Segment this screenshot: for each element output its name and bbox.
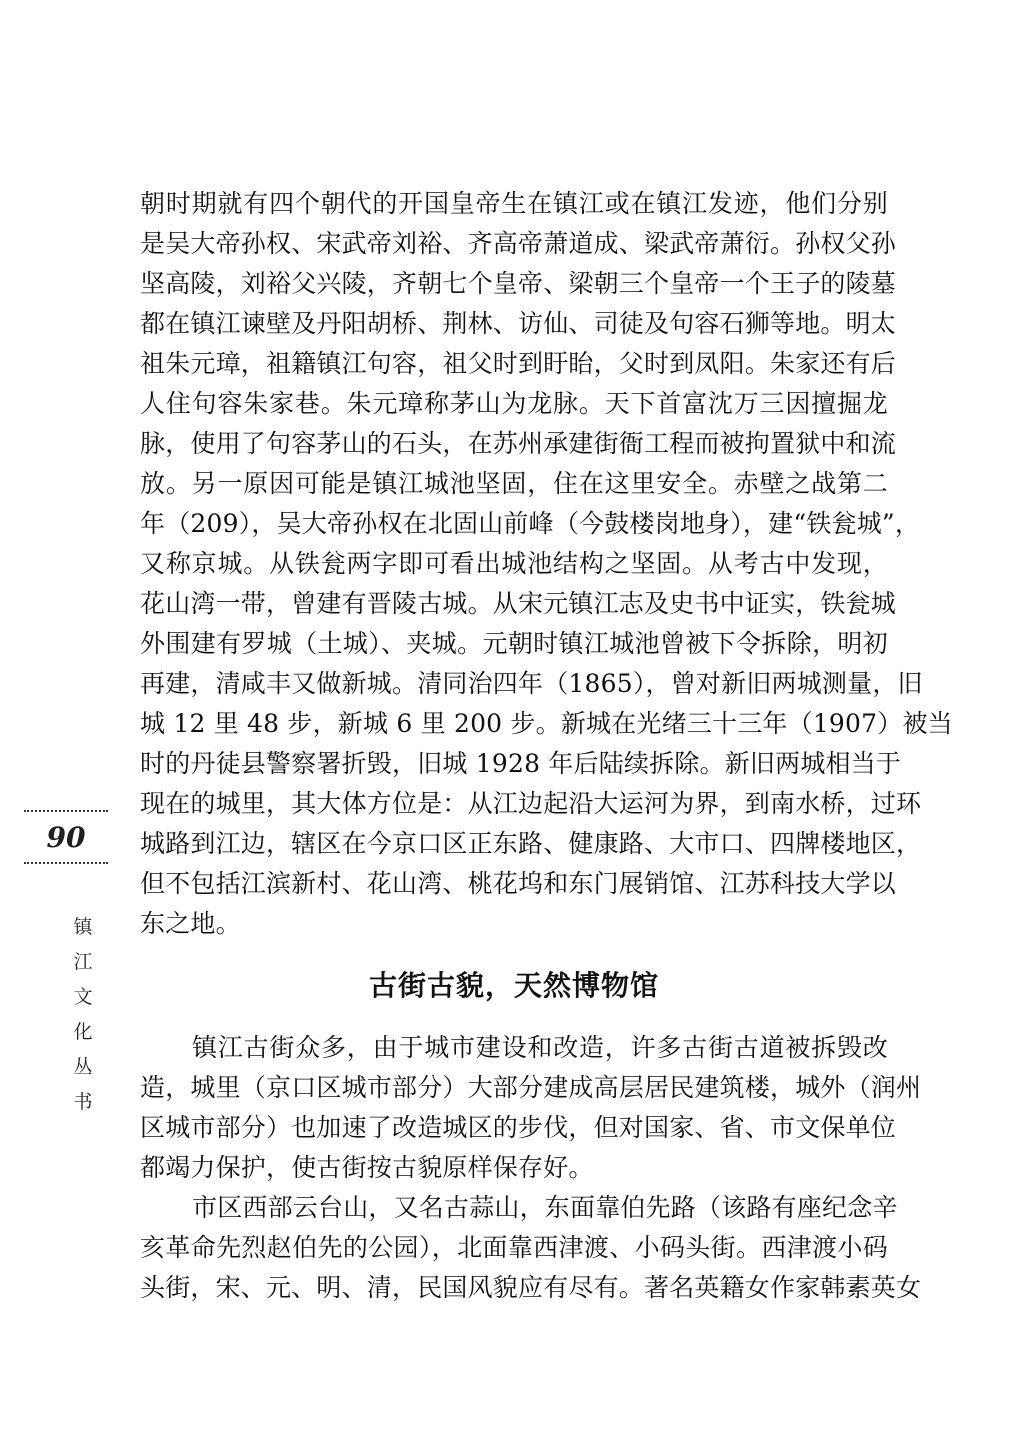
main-text: [140, 184, 953, 1308]
text-line: 东之地。: [140, 909, 241, 938]
text-line: 放。另一原因可能是镇江城池坚固，住在这里安全。赤壁之战第二: [140, 469, 888, 498]
text-line: 又称京城。从铁瓮两字即可看出城池结构之坚固。从考古中发现，: [140, 549, 888, 578]
text-line: 朝时期就有四个朝代的开国皇帝生在镇江或在镇江发迹，他们分别: [140, 189, 888, 218]
history-paragraph: [140, 184, 953, 944]
series-title-char: 江: [73, 951, 93, 973]
series-title-char: 丛: [73, 1056, 93, 1078]
old-streets-paragraph: [140, 1028, 922, 1188]
text-line: 但不包括江滨新村、花山湾、桃花坞和东门展销馆、江苏科技大学以: [140, 869, 897, 898]
text-line: 年（209），吴大帝孙权在北固山前峰（今鼓楼岗地身），建“铁瓮城”，: [140, 509, 921, 538]
text-line: 市区西部云台山，又名古蒜山，东面靠伯先路（该路有座纪念辛: [192, 1193, 898, 1222]
text-line: 都在镇江谏壁及丹阳胡桥、荆林、访仙、司徒及句容石狮等地。明太: [140, 309, 897, 338]
text-line: 是吴大帝孙权、宋武帝刘裕、齐高帝萧道成、梁武帝萧衍。孙权父孙: [140, 229, 897, 258]
section-title: 古街古貌，天然博物馆: [368, 969, 659, 1002]
series-title-vertical: [71, 910, 95, 1120]
text-line: 人住句容朱家巷。朱元璋称茅山为龙脉。天下首富沈万三因擅掘龙: [140, 389, 888, 418]
series-title-char: 镇: [73, 916, 93, 938]
text-line: 城路到江边，辖区在今京口区正东路、健康路、大市口、四牌楼地区，: [140, 829, 922, 858]
text-line: 头街，宋、元、明、清，民国风貌应有尽有。著名英籍女作家韩素英女: [140, 1273, 922, 1302]
series-title-char: 化: [73, 1021, 93, 1043]
text-line: 造，城里（京口区城市部分）大部分建成高层居民建筑楼，城外（润州: [140, 1073, 922, 1102]
text-line: 都竭力保护，使古街按古貌原样保存好。: [140, 1153, 594, 1182]
text-line: 脉，使用了句容茅山的石头，在苏州承建街衙工程而被拘置狱中和流: [140, 429, 897, 458]
dotted-divider-bottom: [24, 862, 108, 866]
series-title-char: 书: [73, 1091, 93, 1113]
text-line: 现在的城里，其大体方位是：从江边起沿大运河为界，到南水桥，过环: [140, 789, 922, 818]
text-line: 外围建有罗城（土城）、夹城。元朝时镇江城池曾被下令拆除，明初: [140, 629, 888, 658]
text-line: 区城市部分）也加速了改造城区的步伐，但对国家、省、市文保单位: [140, 1113, 897, 1142]
text-line: 再建，清咸丰又做新城。清同治四年（1865），曾对新旧两城测量，旧: [140, 669, 923, 698]
page-number-block: [24, 810, 108, 866]
text-line: 城 12 里 48 步，新城 6 里 200 步。新城在光绪三十三年（1907）被当: [140, 709, 953, 738]
text-line: 亥革命先烈赵伯先的公园），北面靠西津渡、小码头街。西津渡小码: [140, 1233, 888, 1262]
text-line: 时的丹徒县警察署折毁，旧城 1928 年后陆续拆除。新旧两城相当于: [140, 749, 902, 778]
text-line: 花山湾一带，曾建有晋陵古城。从宋元镇江志及史书中证实，铁瓮城: [140, 589, 897, 618]
text-line: 镇江古街众多，由于城市建设和改造，许多古街古道被拆毁改: [192, 1033, 888, 1062]
series-title-char: 文: [73, 986, 93, 1008]
text-line: 坚高陵，刘裕父兴陵，齐朝七个皇帝、梁朝三个皇帝一个王子的陵墓: [140, 269, 897, 298]
page-number: 90: [46, 821, 86, 854]
text-line: 祖朱元璋，祖籍镇江句容，祖父时到盱眙，父时到凤阳。朱家还有后: [140, 349, 897, 378]
yuntai-mountain-paragraph: [140, 1188, 922, 1308]
